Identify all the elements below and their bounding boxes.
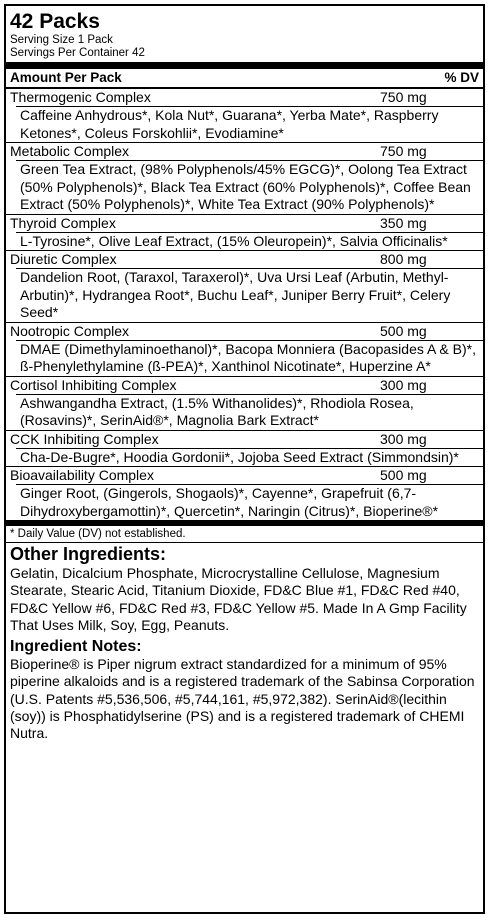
ingredient-notes-title: Ingredient Notes: [10,638,142,656]
ingredient-group [6,467,483,521]
group-header-row [6,143,483,160]
ingredient-groups [10,89,479,521]
group-ingredients: Ashwangandha Extract, (1.5% Withanolides)*, Rhodiola Rosea, (Rosavins)*, SerinAid®*, Magnolia Bark Extract* [20,394,414,428]
other-ingredients-title: Other Ingredients: [10,544,167,564]
amount-per-pack-label: Amount Per Pack [10,70,122,85]
footnote-divider [6,542,483,543]
ingredient-group [6,143,483,215]
ingredient-notes-text: Bioperine® is Piper nigrum extract standardized for a minimum of 95% piperine alkaloids and is a registered trademark of the Sabinsa Corporation (U.S. Patents #5,536,506, #5,744,161, #5,972,382). SerinAid®(lecithin (soy)) is Phosphatidylserine (PS) and is a registered trademark of CHEMI Nutra. [10,656,475,742]
group-name: Cortisol Inhibiting Complex [10,376,177,393]
supplement-facts-panel [4,4,485,914]
group-ingredients: Green Tea Extract, (98% Polyphenols/45% EGCG)*, Oolong Tea Extract (50% Polyphenols)*, Black Tea Extract (60% Polyphenols)*, Coffee Bean Extract (50% Polyphenols)*, White Tea Extract (90% Polyphenols)* [20,161,471,212]
dv-footnote: * Daily Value (DV) not established. [10,528,186,540]
group-ingredients: DMAE (Dimethylaminoethanol)*, Bacopa Monniera (Bacopasides A & B)*, ß-Phenylethylamine (ß-PEA)*, Xanthinol Nicotinate*, Huperzine A* [20,340,476,374]
group-amount: 750 mg [380,89,427,105]
group-amount: 800 mg [380,251,427,267]
group-header-row [6,431,483,448]
group-header-row [6,215,483,232]
group-amount: 300 mg [380,430,427,447]
serving-size: Serving Size 1 Pack [10,34,113,46]
group-ingredients: L-Tyrosine*, Olive Leaf Extract, (15% Oleuropein)*, Salvia Officinalis* [20,232,448,249]
group-amount: 500 mg [380,467,427,483]
group-header-row [6,251,483,268]
group-name: Diuretic Complex [10,251,117,267]
dv-label: % DV [444,70,479,85]
group-ingredients: Caffeine Anhydrous*, Kola Nut*, Guarana*, Yerba Mate*, Raspberry Ketones*, Coleus Forskohlii*, Evodiamine* [20,107,439,141]
group-name: Nootropic Complex [10,322,130,339]
footer-divider [6,521,483,526]
group-name: Thermogenic Complex [10,89,151,105]
group-ingredients: Ginger Root, (Gingerols, Shogaols)*, Cayenne*, Grapefruit (6,7-Dihydroxybergamottin)*, Quercetin*, Naringin (Citrus)*, Bioperine®* [20,485,439,519]
group-amount: 350 mg [380,214,427,231]
ingredient-group [6,323,483,377]
table-header [10,69,479,87]
group-header-row [6,323,483,340]
group-amount: 750 mg [380,143,427,159]
group-header-row [6,89,483,106]
group-name: CCK Inhibiting Complex [10,430,159,447]
thick-divider [6,62,483,69]
ingredient-group [6,251,483,323]
group-amount: 500 mg [380,322,427,339]
ingredient-group [6,89,483,143]
group-header-row [6,377,483,394]
other-ingredients-text: Gelatin, Dicalcium Phosphate, Microcrystalline Cellulose, Magnesium Stearate, Stearic Acid, Titanium Dioxide, FD&C Blue #1, FD&C Red #40, FD&C Yellow #6, FD&C Red #3, FD&C Yellow #5. Made In A Gmp Facility That Uses Milk, Soy, Egg, Peanuts. [10,565,467,633]
pack-count-title: 42 Packs [10,10,100,33]
group-header-row [6,467,483,484]
group-ingredients: Dandelion Root, (Taraxol, Taraxerol)*, Uva Ursi Leaf (Arbutin, Methyl-Arbutin)*, Hydrangea Root*, Buchu Leaf*, Juniper Berry Fruit*, Celery Seed* [20,269,451,320]
group-name: Bioavailability Complex [10,467,154,483]
group-amount: 300 mg [380,376,427,393]
group-name: Thyroid Complex [10,214,116,231]
servings-per-container: Servings Per Container 42 [10,47,145,59]
ingredient-group [6,215,483,252]
ingredient-group [6,431,483,468]
ingredient-group [6,377,483,431]
group-ingredients: Cha-De-Bugre*, Hoodia Gordonii*, Jojoba Seed Extract (Simmondsin)* [20,448,459,465]
group-name: Metabolic Complex [10,143,130,159]
